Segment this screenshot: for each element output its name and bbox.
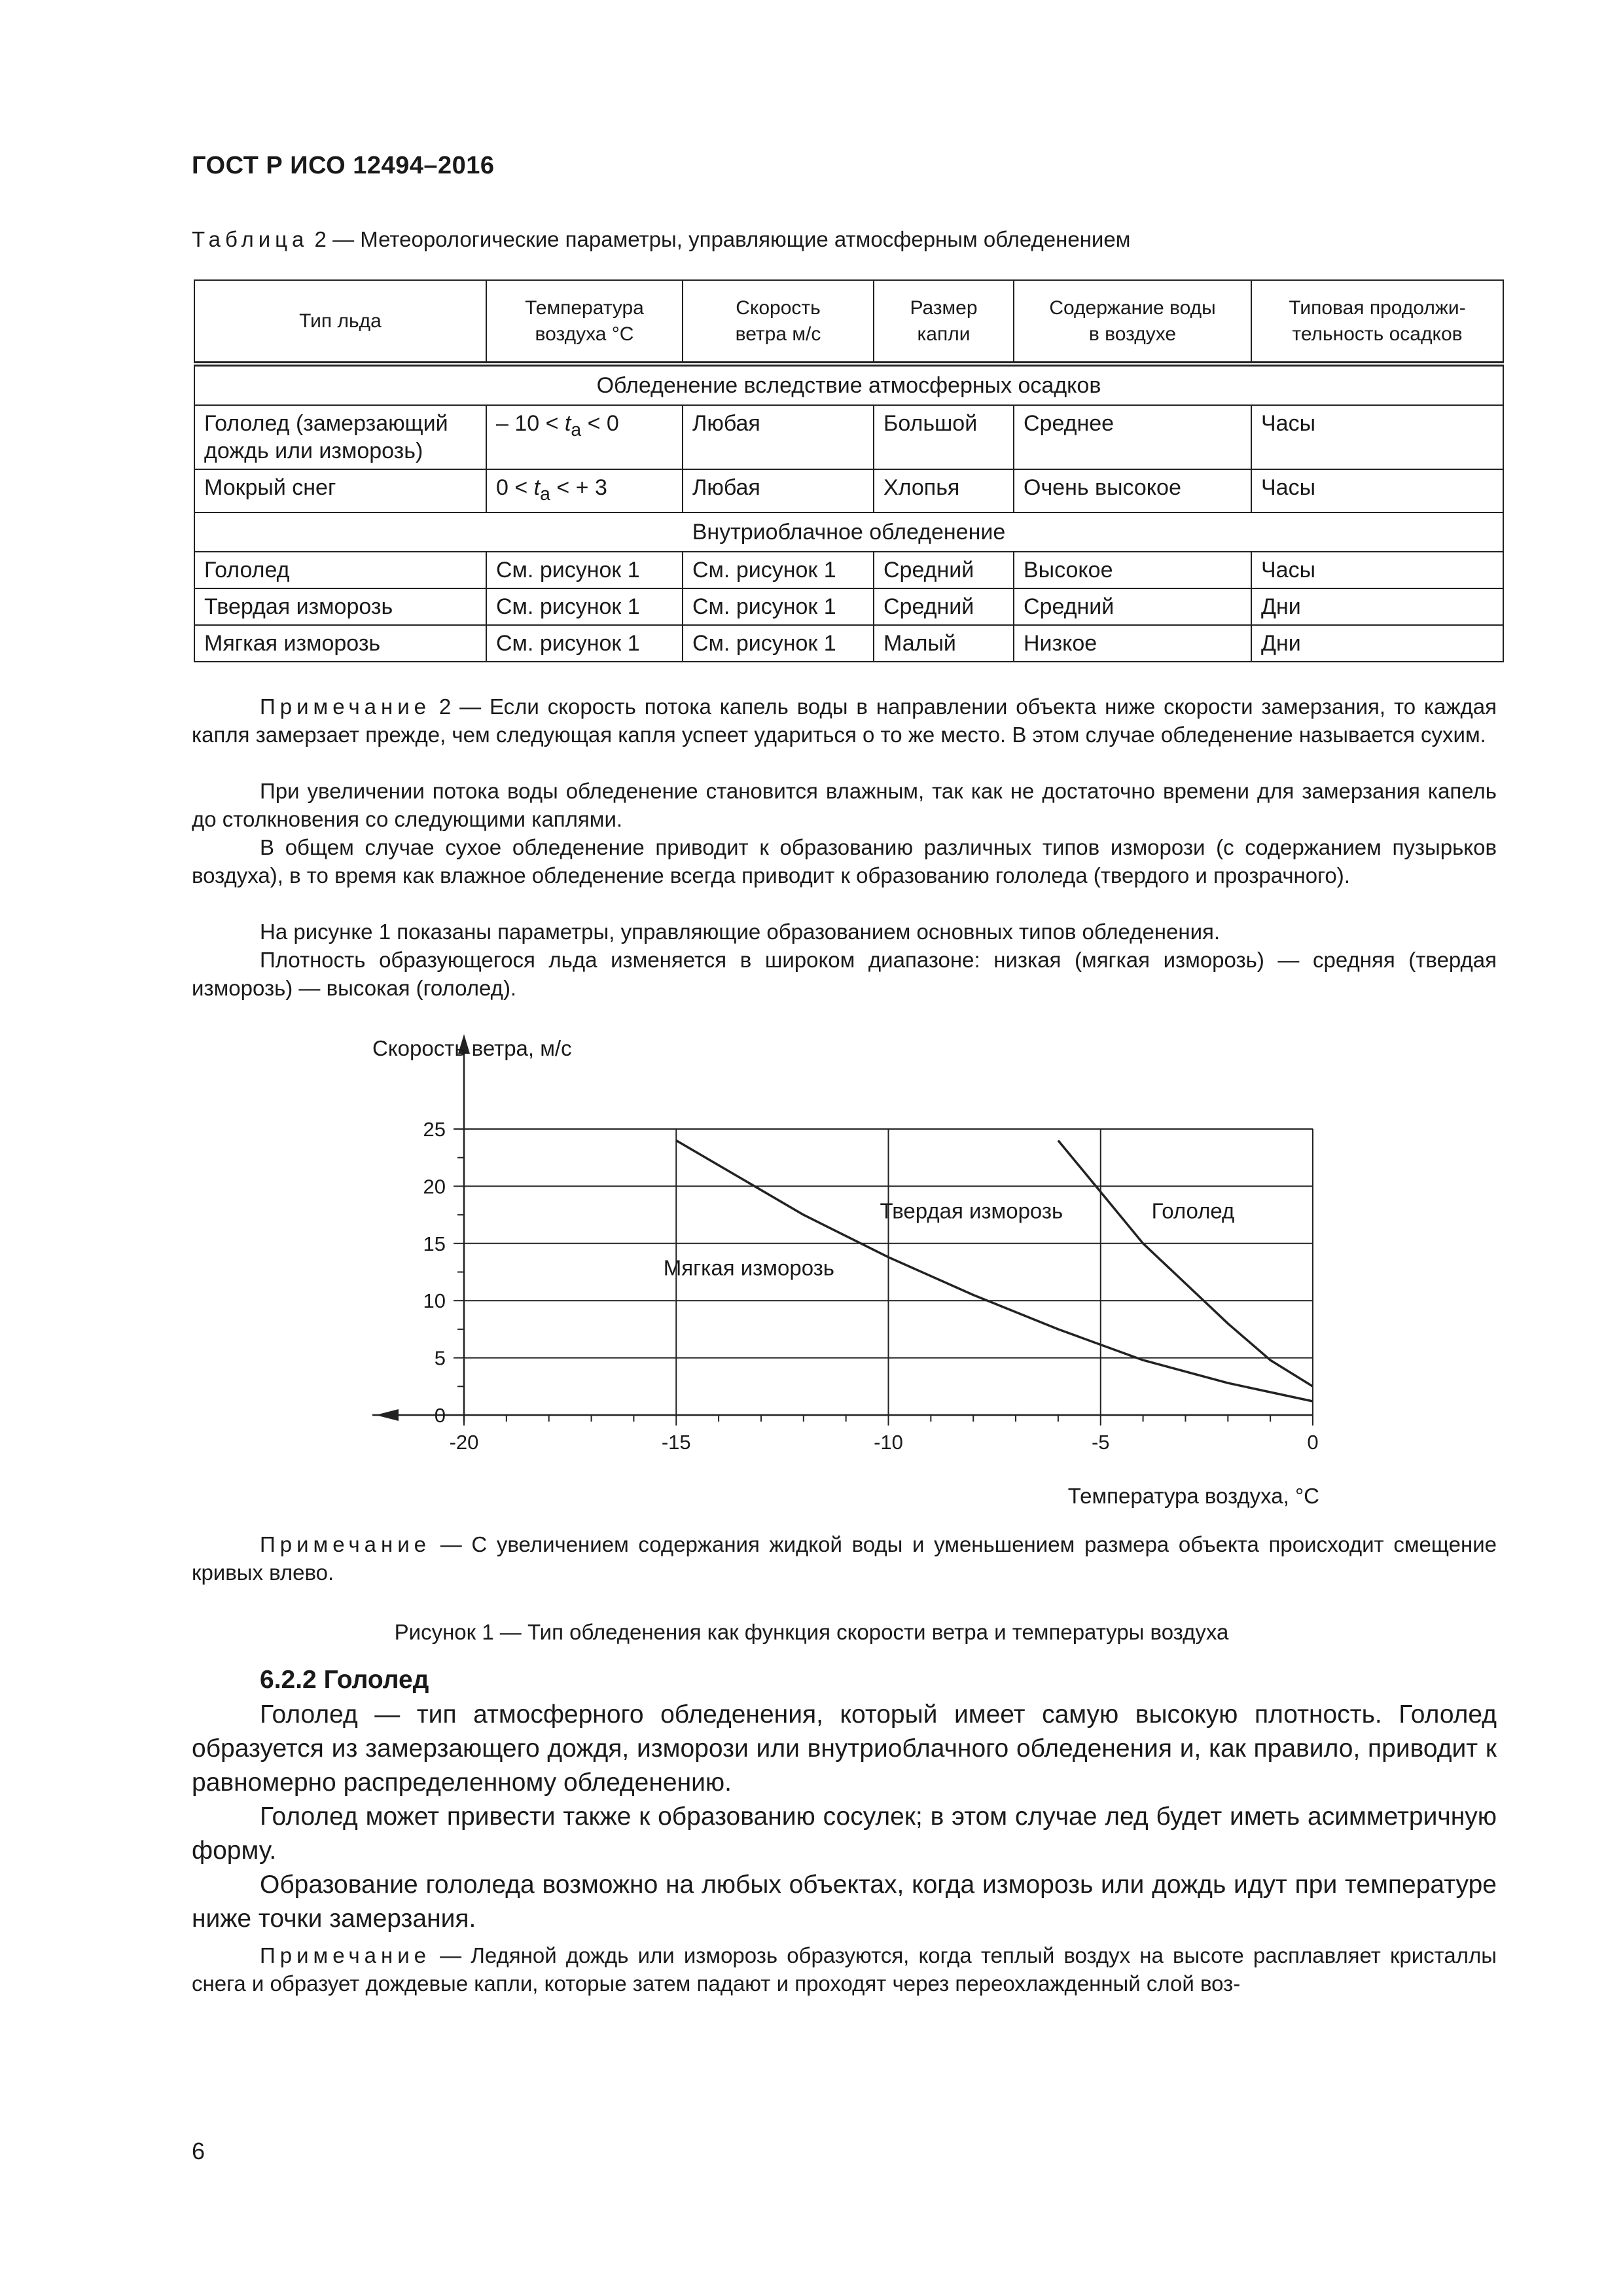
x-axis-title: Температура воздуха, °С: [1067, 1484, 1319, 1508]
table-row: Твердая изморозь См. рисунок 1 См. рисунок 1 Средний Средний Дни: [194, 588, 1503, 625]
header-duration: Типовая продолжи- тельность осадков: [1251, 280, 1503, 364]
table-caption-text: 2 — Метеорологические параметры, управляющие атмосферным обледенением: [308, 227, 1131, 251]
x-tick-label: -10: [874, 1431, 903, 1454]
x-tick-label: -5: [1091, 1431, 1110, 1454]
header-wind: Скорость ветра м/с: [683, 280, 874, 364]
y-tick-label: 0: [434, 1404, 446, 1427]
page-number: 6: [192, 2138, 205, 2164]
section-heading: 6.2.2 Гололед: [260, 1666, 429, 1694]
paragraph: Плотность образующегося льда изменяется в широком диапазоне: низкая (мягкая изморозь) — средняя (твердая изморозь) — высокая (гололед).: [192, 948, 1497, 1000]
header-temperature: Температура воздуха °С: [486, 280, 683, 364]
y-tick-label: 15: [423, 1232, 446, 1255]
region-label: Гололед: [1151, 1198, 1235, 1223]
section-precipitation: Обледенение вследствие атмосферных осадков: [194, 364, 1503, 405]
y-tick-label: 10: [423, 1289, 446, 1313]
note-2: Примечание 2 — Если скорость потока капель воды в направлении объекта ниже скорости замерзания, то каждая капля замерзает прежде, чем следующая капля успеет удариться о то же место. В этом случае обледенение называется сухим.: [192, 694, 1497, 747]
region-label: Мягкая изморозь: [663, 1255, 835, 1280]
header-ice-type: Тип льда: [194, 280, 486, 364]
x-tick-label: -20: [449, 1431, 479, 1454]
y-axis-title: Скорость ветра, м/с: [372, 1036, 572, 1060]
icing-chart: [0, 1034, 1623, 1532]
header-drop-size: Размер капли: [874, 280, 1014, 364]
section-paragraph: Образование гололеда возможно на любых объектах, когда изморозь или дождь идут при температуре ниже точки замерзания.: [192, 1871, 1497, 1933]
table-header-row: [194, 280, 1503, 364]
figure-note: Примечание — С увеличением содержания жидкой воды и уменьшением размера объекта происходит смещение кривых влево.: [192, 1532, 1497, 1585]
table-caption: [192, 227, 1130, 252]
meteo-params-table: [194, 279, 1504, 662]
paragraph: На рисунке 1 показаны параметры, управляющие образованием основных типов обледенения.: [260, 920, 1221, 944]
y-tick-label: 25: [423, 1118, 446, 1141]
section-paragraph: Гололед может привести также к образованию сосулек; в этом случае лед будет иметь асимметричную форму.: [192, 1803, 1497, 1865]
section-paragraph: Гололед — тип атмосферного обледенения, который имеет самую высокую плотность. Гололед образуется из замерзающего дождя, изморози или внутриоблачного обледенения и, как правило, приводит к равномерно распределенному обледенению.: [192, 1700, 1497, 1797]
table-row: Гололед (замерзающий дождь или изморозь) – $10 < t_a < 0$ Любая Большой Среднее Часы: [194, 405, 1503, 469]
paragraph: При увеличении потока воды обледенение становится влажным, так как не достаточно времени для замерзания капель до столкновения со следующими каплями.: [192, 779, 1497, 831]
table-row: Мокрый снег $0 < t_a$ < + 3 Любая Хлопья Очень высокое Часы: [194, 469, 1503, 512]
icing-chart-svg: [0, 1034, 1623, 1532]
section-in-cloud: Внутриоблачное обледенение: [194, 512, 1503, 552]
x-axis-arrow: [376, 1409, 399, 1421]
paragraph: В общем случае сухое обледенение приводит к образованию различных типов изморози (с содержанием пузырьков воздуха), в то время как влажное обледенение всегда приводит к образованию гололеда (твердого и прозрачного).: [192, 835, 1497, 888]
series-line-2: [1058, 1141, 1313, 1387]
section-note: Примечание — Ледяной дождь или изморозь образуются, когда теплый воздух на высоте расплавляет кристаллы снега и образует дождевые капли, которые затем падают и проходят через переохлажденный слой воз-: [192, 1943, 1497, 1996]
header-water-content: Содержание воды в воздухе: [1014, 280, 1251, 364]
document-header: ГОСТ Р ИСО 12494–2016: [192, 152, 495, 179]
figure-caption: Рисунок 1 — Тип обледенения как функция скорости ветра и температуры воздуха: [394, 1620, 1229, 1644]
x-tick-label: -15: [661, 1431, 691, 1454]
y-tick-label: 5: [434, 1346, 446, 1370]
table-row: Мягкая изморозь См. рисунок 1 См. рисунок 1 Малый Низкое Дни: [194, 625, 1503, 662]
region-label: Твердая изморозь: [880, 1198, 1063, 1223]
table-caption-word: Таблица: [192, 227, 309, 251]
table-row: Гололед См. рисунок 1 См. рисунок 1 Средний Высокое Часы: [194, 552, 1503, 588]
y-tick-label: 20: [423, 1175, 446, 1198]
x-tick-label: 0: [1307, 1431, 1319, 1454]
